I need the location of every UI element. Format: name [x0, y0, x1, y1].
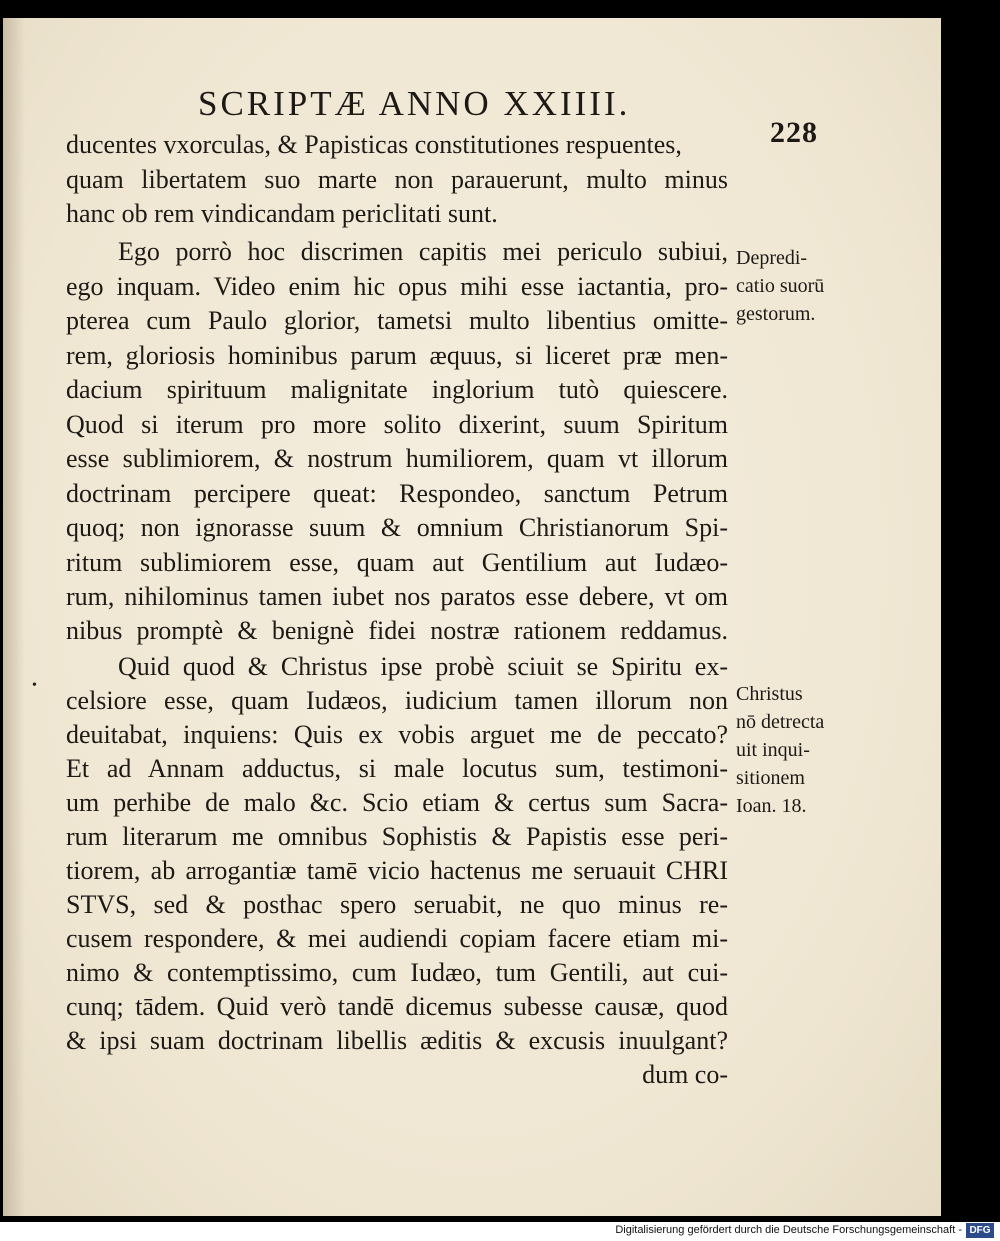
marginal-mark: •: [32, 678, 37, 693]
text-line: STVS, sed & posthac spero seruabit, ne quo minus re-: [66, 890, 728, 919]
text-line: rum literarum me omnibus Sophistis & Papistis esse peri-: [66, 822, 728, 851]
text-line: cusem respondere, & mei audiendi copiam facere etiam mi-: [66, 924, 728, 953]
footer-bar: [0, 1222, 1000, 1241]
margin-note-line: catio suorū: [736, 275, 825, 297]
margin-note-line: Depredi-: [736, 247, 808, 269]
text-line: ducentes vxorculas, & Papisticas constitutiones respuentes,: [66, 130, 682, 159]
text-line: doctrinam percipere queat: Respondeo, sanctum Petrum: [66, 479, 728, 508]
text-line: celsiore esse, quam Iudæos, iudicium tamen illorum non: [66, 686, 728, 715]
text-line: Quod si iterum pro more solito dixerint, suum Spiritum: [66, 410, 728, 439]
catchword: dum co-: [642, 1060, 728, 1089]
text-line: Ego porrò hoc discrimen capitis mei periculo subiui,: [118, 237, 728, 266]
margin-note-line: uit inqui-: [736, 739, 810, 761]
text-line: rum, nihilominus tamen iubet nos paratos esse debere, vt om: [66, 582, 728, 611]
text-line: pterea cum Paulo glorior, tametsi multo libentius omitte-: [66, 306, 728, 335]
text-line: dacium spirituum malignitate inglorium tutò quiescere.: [66, 375, 728, 404]
running-head: SCRIPTÆ ANNO XXIIII.: [198, 84, 631, 123]
margin-note-line: gestorum.: [736, 303, 816, 325]
dfg-logo: DFG: [966, 1223, 994, 1238]
text-line: tiorem, ab arrogantiæ tamē vicio hactenus me seruauit CHRI: [66, 856, 728, 885]
text-line: quoq; non ignorasse suum & omnium Christianorum Spi-: [66, 513, 728, 542]
page-number: 228: [770, 116, 818, 149]
text-line: hanc ob rem vindicandam periclitati sunt.: [66, 199, 498, 228]
text-line: nibus promptè & benignè fidei nostræ rationem reddamus.: [66, 616, 728, 645]
text-line: cunq; tādem. Quid verò tandē dicemus subesse causæ, quod: [66, 992, 728, 1021]
text-line: & ipsi suam doctrinam libellis æditis & excusis inuulgant?: [66, 1026, 728, 1055]
text-line: um perhibe de malo &c. Scio etiam & certus sum Sacra-: [66, 788, 728, 817]
page-gutter-shadow: [3, 18, 25, 1216]
text-line: quam libertatem suo marte non parauerunt, multo minus: [66, 165, 728, 194]
text-line: nimo & contemptissimo, cum Iudæo, tum Gentili, aut cui-: [66, 958, 728, 987]
text-line: Et ad Annam adductus, si male locutus sum, testimoni-: [66, 754, 728, 783]
text-line: deuitabat, inquiens: Quis ex vobis arguet me de peccato?: [66, 720, 728, 749]
text-line: rem, gloriosis hominibus parum æquus, si liceret præ men-: [66, 341, 728, 370]
margin-note-line: sitionem: [736, 767, 805, 789]
text-line: ego inquam. Video enim hic opus mihi esse iactantia, pro-: [66, 272, 728, 301]
margin-note-line: Ioan. 18.: [736, 795, 807, 817]
footer-credit: Digitalisierung gefördert durch die Deutsche Forschungsgemeinschaft -: [615, 1224, 962, 1236]
text-line: ritum sublimiorem esse, quam aut Gentilium aut Iudæo-: [66, 548, 728, 577]
text-line: esse sublimiorem, & nostrum humiliorem, quam vt illorum: [66, 444, 728, 473]
margin-note-line: Christus: [736, 683, 803, 705]
margin-note-line: nō detrecta: [736, 711, 825, 733]
text-line: Quid quod & Christus ipse probè sciuit se Spiritu ex-: [118, 652, 728, 681]
